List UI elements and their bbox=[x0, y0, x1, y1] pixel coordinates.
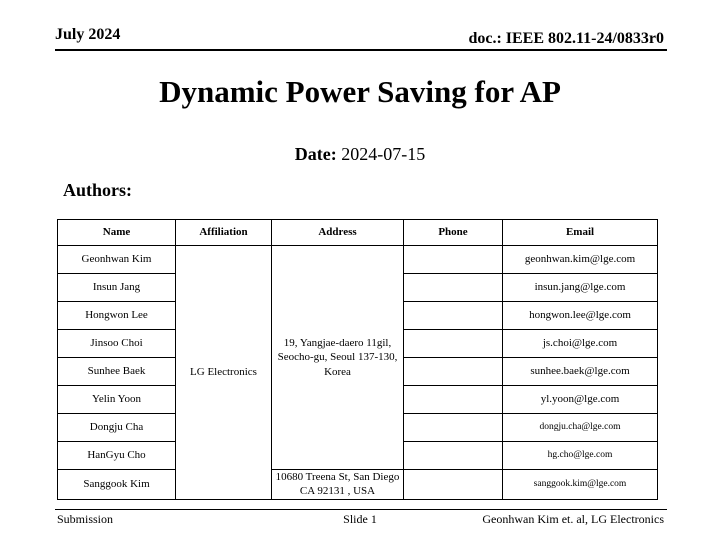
phone-cell bbox=[404, 274, 503, 302]
footer-authors: Geonhwan Kim et. al, LG Electronics bbox=[482, 512, 664, 526]
phone-cell bbox=[404, 302, 503, 330]
author-email: geonhwan.kim@lge.com bbox=[503, 246, 658, 274]
affiliation-cell: LG Electronics bbox=[176, 246, 272, 500]
footer-divider bbox=[55, 509, 667, 510]
table-row bbox=[58, 246, 658, 274]
authors-label: Authors: bbox=[63, 180, 133, 200]
author-name: Geonhwan Kim bbox=[58, 246, 176, 274]
author-name: Yelin Yoon bbox=[58, 386, 176, 414]
address-seoul-cell: 19, Yangjae-daero 11gil, Seocho-gu, Seoul 137-130, Korea bbox=[272, 246, 404, 470]
footer-slide-number: Slide 1 bbox=[343, 512, 377, 526]
table-header-row bbox=[58, 220, 658, 246]
header-date: July 2024 bbox=[55, 26, 121, 43]
phone-cell bbox=[404, 442, 503, 470]
phone-cell bbox=[404, 330, 503, 358]
author-name: Sunhee Baek bbox=[58, 358, 176, 386]
header-email: Email bbox=[503, 220, 658, 246]
author-email: sunhee.baek@lge.com bbox=[503, 358, 658, 386]
author-email: js.choi@lge.com bbox=[503, 330, 658, 358]
slide-title: Dynamic Power Saving for AP bbox=[159, 74, 561, 109]
author-name: Sanggook Kim bbox=[58, 470, 176, 500]
date-label: Date: bbox=[294, 144, 337, 164]
author-name: Insun Jang bbox=[58, 274, 176, 302]
date-line bbox=[0, 144, 720, 165]
author-name: Dongju Cha bbox=[58, 414, 176, 442]
author-email: yl.yoon@lge.com bbox=[503, 386, 658, 414]
footer-submission: Submission bbox=[57, 512, 114, 526]
phone-cell bbox=[404, 246, 503, 274]
authors-table bbox=[57, 219, 658, 500]
author-email: sanggook.kim@lge.com bbox=[503, 470, 658, 500]
table-row bbox=[58, 470, 658, 500]
header-divider bbox=[55, 49, 667, 51]
author-name: Hongwon Lee bbox=[58, 302, 176, 330]
author-email: hg.cho@lge.com bbox=[503, 442, 658, 470]
header-address: Address bbox=[272, 220, 404, 246]
phone-cell bbox=[404, 386, 503, 414]
header-doc-id: doc.: IEEE 802.11-24/0833r0 bbox=[468, 30, 664, 47]
phone-cell bbox=[404, 414, 503, 442]
date-value: 2024-07-15 bbox=[341, 144, 426, 164]
author-name: Jinsoo Choi bbox=[58, 330, 176, 358]
header-affiliation: Affiliation bbox=[176, 220, 272, 246]
header-name: Name bbox=[58, 220, 176, 246]
header-phone: Phone bbox=[404, 220, 503, 246]
author-email: insun.jang@lge.com bbox=[503, 274, 658, 302]
author-name: HanGyu Cho bbox=[58, 442, 176, 470]
phone-cell bbox=[404, 358, 503, 386]
author-email: hongwon.lee@lge.com bbox=[503, 302, 658, 330]
author-email: dongju.cha@lge.com bbox=[503, 414, 658, 442]
address-sandiego-cell: 10680 Treena St, San Diego CA 92131 , USA bbox=[272, 470, 404, 500]
phone-cell bbox=[404, 470, 503, 500]
